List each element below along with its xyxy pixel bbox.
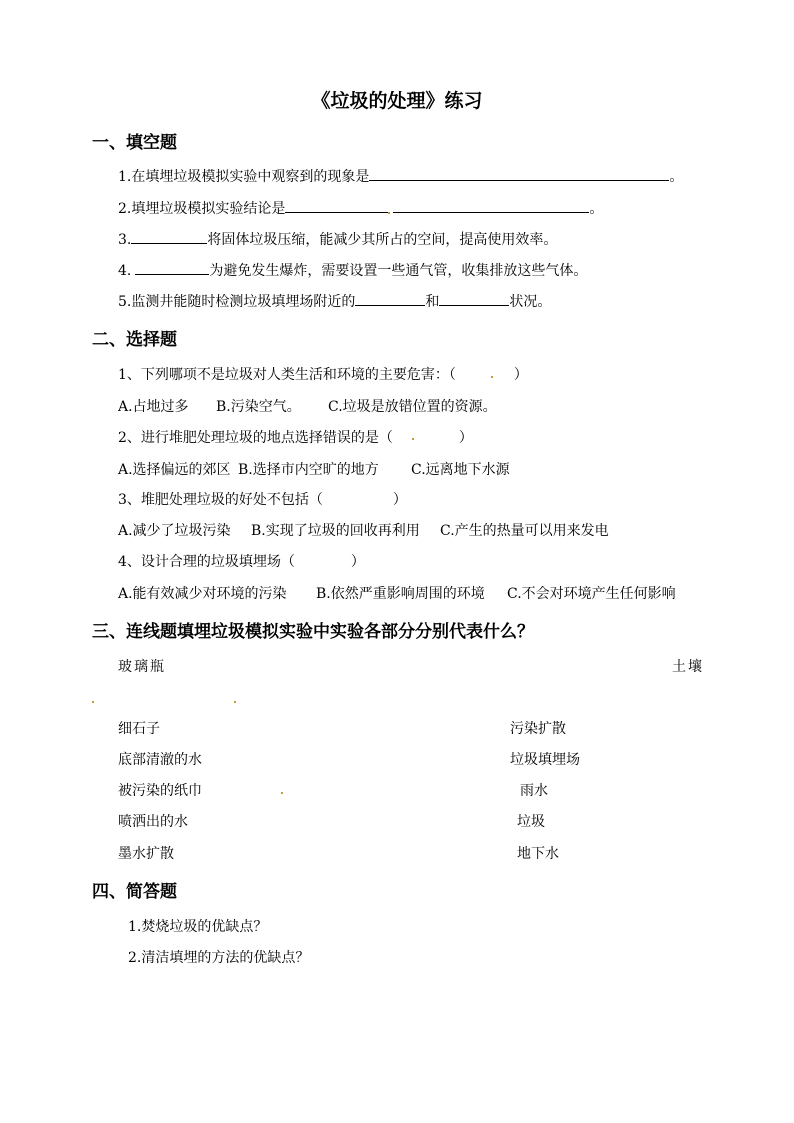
choice-option-a: A.减少了垃圾污染 bbox=[118, 523, 231, 539]
match-left-item[interactable]: 细石子 bbox=[118, 721, 160, 737]
section-heading-short-answer: 四、简答题 bbox=[92, 882, 177, 902]
question-text: 2.填埋垃圾模拟实验结论是 bbox=[118, 201, 286, 217]
match-right-item[interactable]: 污染扩散 bbox=[510, 721, 566, 737]
choice-question-4-stem bbox=[118, 551, 365, 571]
choice-option-b: B.依然严重影响周围的环境 bbox=[316, 586, 485, 602]
question-text: 状况。 bbox=[509, 294, 552, 310]
choice-option-b: B.污染空气。 bbox=[216, 399, 301, 415]
choice-question-2-stem bbox=[118, 427, 473, 447]
answer-blank[interactable] bbox=[135, 260, 209, 275]
match-right-item[interactable]: 垃圾 bbox=[517, 814, 545, 830]
question-text: 4. bbox=[118, 263, 132, 279]
fill-question-1 bbox=[118, 166, 683, 186]
question-text: 。 bbox=[669, 169, 684, 185]
choice-option-c: C.不会对环境产生任何影响 bbox=[507, 586, 676, 602]
match-right-item[interactable]: 垃圾填埋场 bbox=[510, 752, 580, 768]
match-right-item[interactable]: 雨水 bbox=[520, 783, 548, 799]
answer-blank[interactable] bbox=[439, 291, 509, 306]
match-left-item[interactable]: 底部清澈的水 bbox=[118, 752, 202, 768]
choice-question-3-stem bbox=[118, 489, 407, 509]
fill-question-5 bbox=[118, 291, 551, 311]
question-text: ） bbox=[392, 492, 407, 508]
section-heading-choice: 二、选择题 bbox=[92, 330, 177, 350]
match-left-item[interactable]: 玻璃瓶 bbox=[118, 659, 166, 675]
answer-blank[interactable] bbox=[285, 198, 389, 213]
fill-question-4 bbox=[118, 260, 587, 280]
question-text: ） bbox=[458, 430, 473, 446]
choice-option-b: B.选择市内空旷的地方 bbox=[238, 462, 379, 478]
section-heading-matching: 三、连线题填埋垃圾模拟实验中实验各部分分别代表什么？ bbox=[92, 622, 534, 642]
question-text: 3、堆肥处理垃圾的好处不包括（ bbox=[118, 492, 323, 508]
choice-option-c: C.远离地下水源 bbox=[411, 462, 510, 478]
answer-blank[interactable] bbox=[369, 166, 669, 181]
fill-question-3 bbox=[118, 229, 557, 249]
choice-option-c: C.产生的热量可以用来发电 bbox=[440, 523, 609, 539]
question-text: 1.在填埋垃圾模拟实验中观察到的现象是 bbox=[118, 169, 370, 185]
short-answer-question-2: 2.清洁填埋的方法的优缺点？ bbox=[128, 950, 310, 966]
answer-blank[interactable] bbox=[393, 198, 589, 213]
choice-option-a: A.选择偏远的郊区 bbox=[118, 462, 231, 478]
question-text: 3. bbox=[118, 232, 132, 248]
match-left-item[interactable]: 喷洒出的水 bbox=[118, 814, 188, 830]
match-left-item[interactable]: 被污染的纸巾 bbox=[118, 783, 202, 799]
match-right-item[interactable]: 土壤 bbox=[672, 659, 704, 675]
question-text: 1、下列哪项不是垃圾对人类生活和环境的主要危害：（ bbox=[118, 367, 456, 383]
question-text: ） bbox=[350, 554, 365, 570]
question-text: 5.监测井能随时检测垃圾填埋场附近的 bbox=[118, 294, 356, 310]
question-text: 2、进行堆肥处理垃圾的地点选择错误的是（ bbox=[118, 430, 393, 446]
fill-question-2 bbox=[118, 198, 603, 218]
question-text: 为避免发生爆炸，需要设置一些通气管，收集排放这些气体。 bbox=[209, 263, 588, 279]
question-text: 将固体垃圾压缩，能减少其所占的空间，提高使用效率。 bbox=[207, 232, 558, 248]
question-text: 和 bbox=[425, 294, 440, 310]
question-text: 4、设计合理的垃圾填埋场（ bbox=[118, 554, 295, 570]
choice-option-b: B.实现了垃圾的回收再利用 bbox=[251, 523, 420, 539]
choice-option-a: A.占地过多 bbox=[118, 399, 189, 415]
choice-option-a: A.能有效减少对环境的污染 bbox=[118, 586, 287, 602]
question-text: ） bbox=[513, 367, 528, 383]
choice-question-1-stem bbox=[118, 364, 528, 384]
section-heading-fill-blank: 一、填空题 bbox=[92, 133, 177, 153]
match-right-item[interactable]: 地下水 bbox=[517, 846, 559, 862]
match-left-item[interactable]: 墨水扩散 bbox=[118, 846, 174, 862]
choice-option-c: C.垃圾是放错位置的资源。 bbox=[328, 399, 497, 415]
short-answer-question-1: 1.焚烧垃圾的优缺点？ bbox=[128, 919, 268, 935]
answer-blank[interactable] bbox=[355, 291, 425, 306]
answer-blank[interactable] bbox=[131, 229, 207, 244]
question-text: 。 bbox=[589, 201, 604, 217]
page-title: 《垃圾的处理》练习 bbox=[311, 90, 483, 112]
